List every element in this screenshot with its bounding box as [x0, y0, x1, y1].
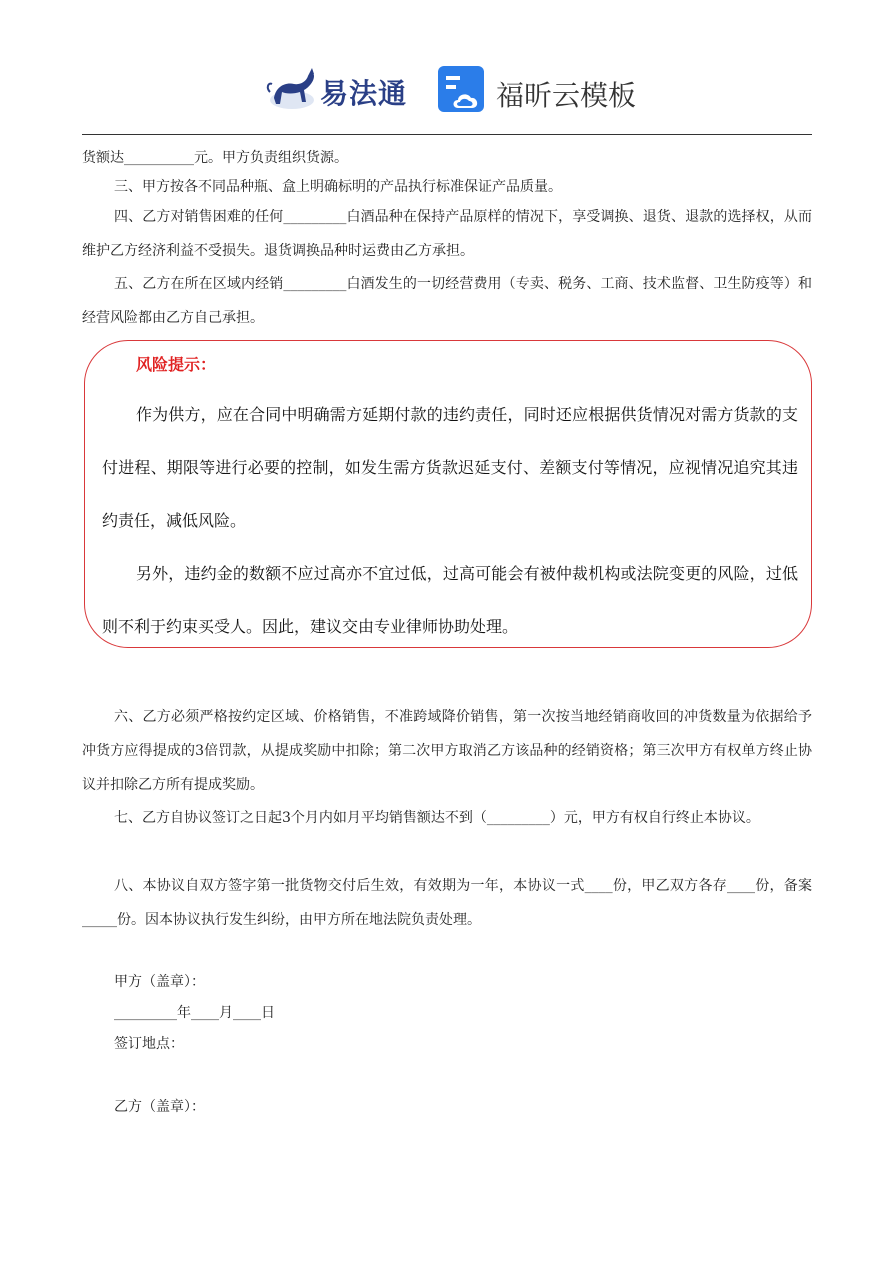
qilin-icon: [262, 62, 322, 118]
paragraph-goods-amount: 货额达__________元。甲方负责组织货源。: [82, 150, 348, 166]
paragraph-clause-4: 四、乙方对销售困难的任何_________白酒品种在保持产品原样的情况下，享受调换、退货、退款的选择权，从而维护乙方经济利益不受损失。退货调换品种时运费由乙方承担。: [82, 209, 812, 259]
yifatong-logo: [262, 62, 412, 118]
header-rule: [82, 134, 812, 135]
risk-notice-paragraph-1: 作为供方，应在合同中明确需方延期付款的违约责任，同时还应根据供货情况对需方货款的支付进程、期限等进行必要的控制，如发生需方货款迟延支付、差额支付等情况，应视情况追究其违约责任，减低风险。: [102, 405, 798, 530]
party-b-seal: 乙方（盖章）：: [114, 1099, 205, 1115]
party-a-seal: 甲方（盖章）：: [114, 974, 205, 990]
paragraph-clause-3: 三、甲方按各不同品种瓶、盒上明确标明的产品执行标准保证产品质量。: [114, 179, 562, 195]
logo1-text: 易法通: [320, 77, 408, 110]
risk-notice-paragraph-2: 另外，违约金的数额不应过高亦不宜过低，过高可能会有被仲裁机构或法院变更的风险，过低则不利于约束买受人。因此，建议交由专业律师协助处理。: [102, 564, 798, 636]
page-header: [0, 0, 893, 136]
signing-place: 签订地点：: [114, 1036, 184, 1052]
paragraph-clause-7: 七、乙方自协议签订之日起3个月内如月平均销售额达不到（_________）元，甲方有权自行终止本协议。: [114, 810, 760, 826]
cloud-doc-icon: [436, 64, 488, 116]
paragraph-clause-8: 八、本协议自双方签字第一批货物交付后生效，有效期为一年，本协议一式____份，甲乙双方各存____份，备案_____份。因本协议执行发生纠纷，由甲方所在地法院负责处理。: [82, 878, 812, 928]
signing-date: _________年____月____日: [114, 1005, 275, 1021]
paragraph-clause-6: 六、乙方必须严格按约定区域、价格销售，不准跨域降价销售，第一次按当地经销商收回的冲货数量为依据给予冲货方应得提成的3倍罚款，从提成奖励中扣除；第二次甲方取消乙方该品种的经销资格；第三次甲方有权单方终止协议并扣除乙方所有提成奖励。: [82, 709, 812, 793]
logo2-text: 福昕云模板: [496, 79, 637, 112]
risk-notice-title: 风险提示：: [136, 355, 217, 374]
foxit-template-logo: [436, 64, 656, 120]
paragraph-clause-5: 五、乙方在所在区域内经销_________白酒发生的一切经营费用（专卖、税务、工商、技术监督、卫生防疫等）和经营风险都由乙方自己承担。: [82, 276, 812, 326]
